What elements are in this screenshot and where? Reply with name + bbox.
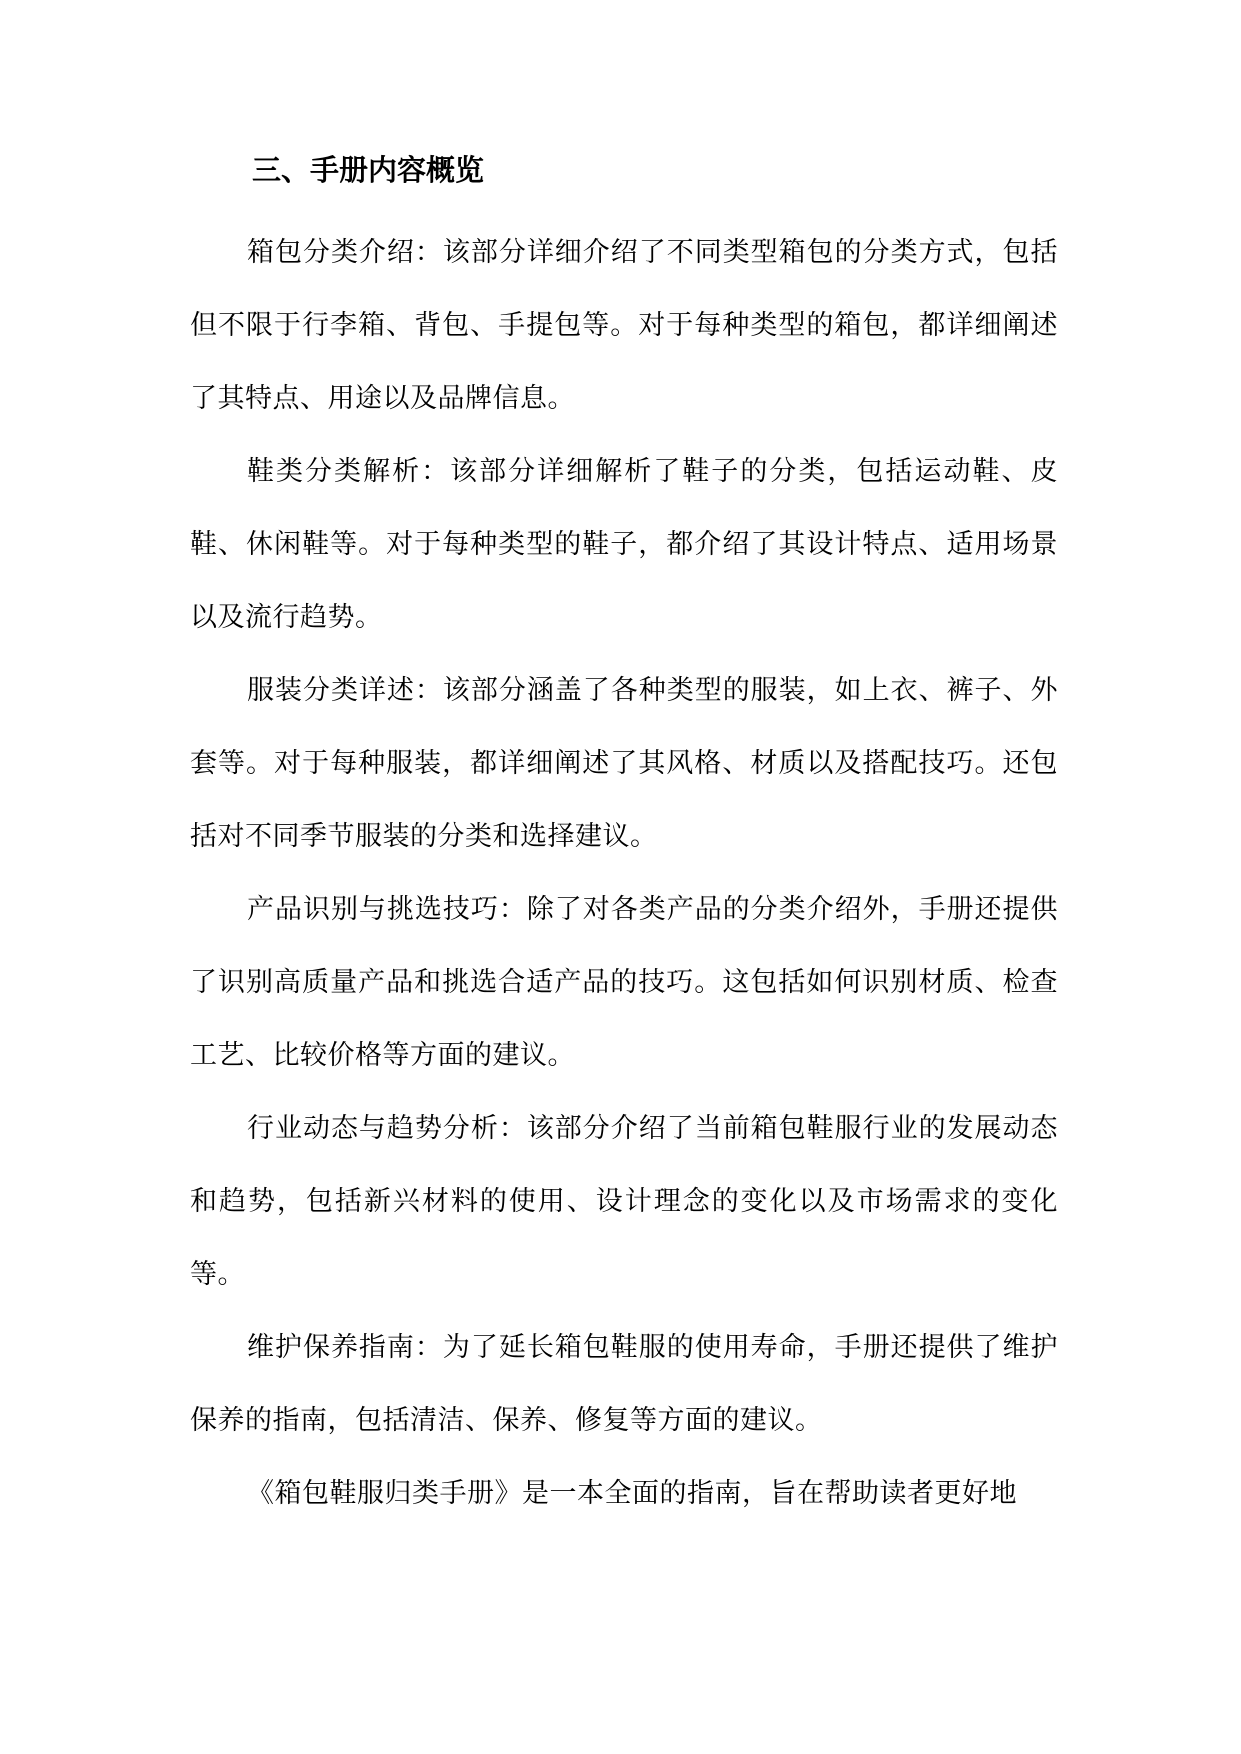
paragraph-industry-trends: 行业动态与趋势分析：该部分介绍了当前箱包鞋服行业的发展动态和趋势，包括新兴材料的使用、设计理念的变化以及市场需求的变化等。 [190,1113,1058,1290]
paragraph-bag-classification: 箱包分类介绍：该部分详细介绍了不同类型箱包的分类方式，包括但不限于行李箱、背包、手提包等。对于每种类型的箱包，都详细阐述了其特点、用途以及品牌信息。 [190,237,1058,414]
paragraph-product-selection: 产品识别与挑选技巧：除了对各类产品的分类介绍外，手册还提供了识别高质量产品和挑选合适产品的技巧。这包括如何识别材质、检查工艺、比较价格等方面的建议。 [190,894,1058,1071]
paragraph-clothing-classification: 服装分类详述：该部分涵盖了各种类型的服装，如上衣、裤子、外套等。对于每种服装，都详细阐述了其风格、材质以及搭配技巧。还包括对不同季节服装的分类和选择建议。 [190,675,1058,852]
paragraph-maintenance-guide: 维护保养指南：为了延长箱包鞋服的使用寿命，手册还提供了维护保养的指南，包括清洁、保养、修复等方面的建议。 [190,1332,1058,1436]
paragraph-shoe-classification: 鞋类分类解析：该部分详细解析了鞋子的分类，包括运动鞋、皮鞋、休闲鞋等。对于每种类型的鞋子，都介绍了其设计特点、适用场景以及流行趋势。 [190,456,1058,633]
section-heading: 三、手册内容概览 [252,153,485,187]
document-body [190,150,1058,1530]
paragraph-handbook-summary: 《箱包鞋服归类手册》是一本全面的指南，旨在帮助读者更好地 [247,1478,1017,1509]
